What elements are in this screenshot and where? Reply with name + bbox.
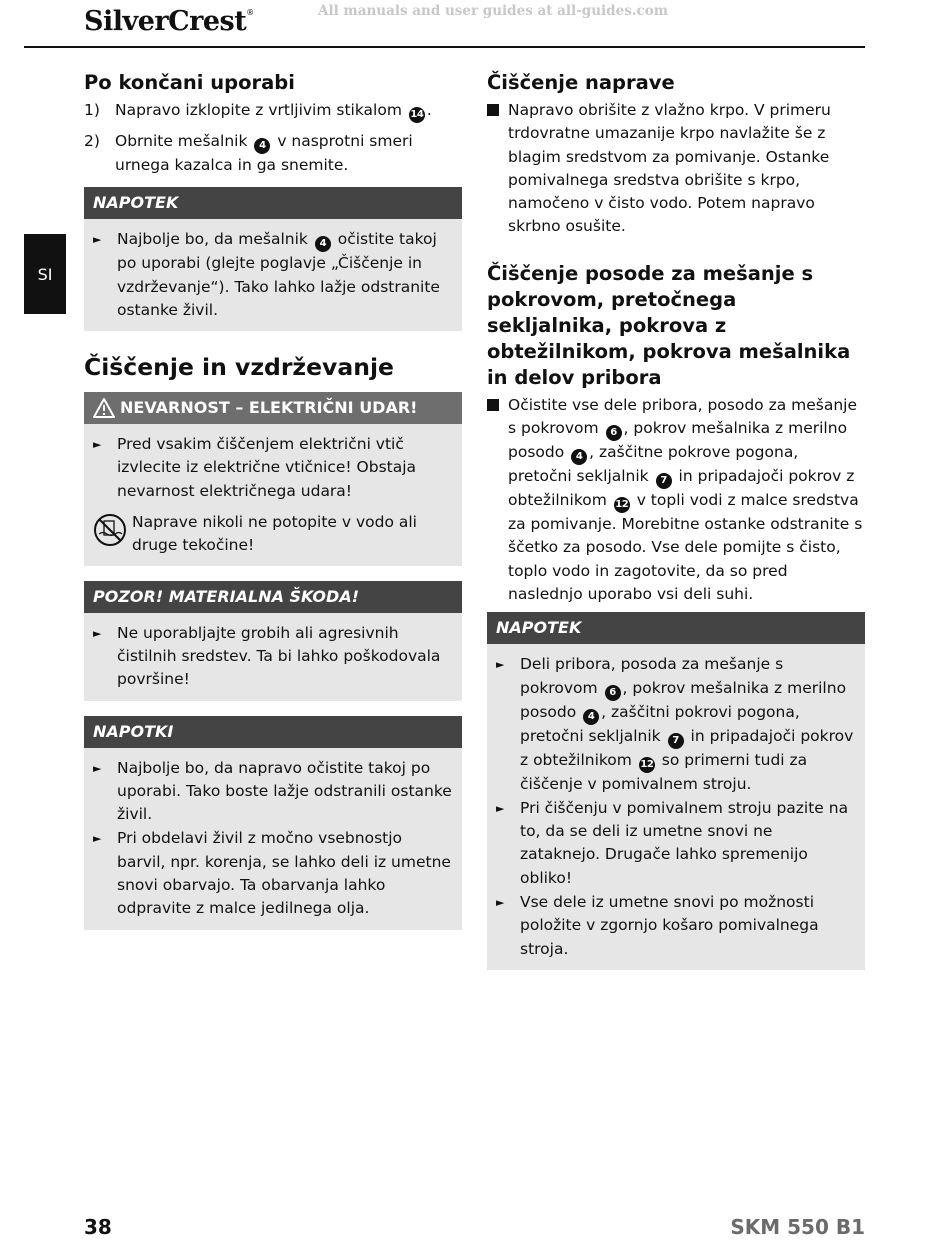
note-item xyxy=(93,228,454,322)
language-tab: SI xyxy=(24,234,66,314)
right-column xyxy=(487,70,865,970)
text-part: Deli pribora, posoda za mešanje s pokrovom xyxy=(520,655,784,697)
caution-box xyxy=(84,581,462,701)
note-item xyxy=(93,827,454,920)
danger-box xyxy=(84,392,462,565)
arrow-bullet-icon: ► xyxy=(93,761,102,775)
step-text-part: . xyxy=(426,101,432,119)
step-item xyxy=(84,99,462,123)
danger-item xyxy=(93,433,454,503)
note-text-part: Najbolje bo, da mešalnik xyxy=(117,230,308,249)
bowl-cleaning-title: Čiščenje posode za mešanje s pokrovom, pretočnega sekljalnika, pokrova z obtežilnikom, pokrova mešalnika in delov pribora xyxy=(487,261,851,389)
arrow-bullet-icon: ► xyxy=(93,438,102,452)
arrow-bullet-icon: ► xyxy=(93,233,102,247)
notes-box xyxy=(84,716,462,930)
brand-name: SilverCrest xyxy=(84,6,247,37)
after-use-steps xyxy=(84,99,462,177)
danger-box-body xyxy=(84,424,462,565)
device-cleaning-item xyxy=(487,99,865,239)
text-part: , zaščitni pokrovi pogona, pretočni sekljalnik xyxy=(520,702,800,745)
part-ref-badge: 4 xyxy=(583,709,599,725)
arrow-bullet-icon: ► xyxy=(496,658,505,672)
text-part: in pripadajoči pokrov z obtežilnikom xyxy=(520,726,854,769)
part-ref-badge: 4 xyxy=(315,236,331,252)
bowl-cleaning-item xyxy=(487,394,865,606)
note-box-body xyxy=(84,219,462,331)
step-text xyxy=(115,130,462,177)
notes-box-title: NAPOTKI xyxy=(84,716,462,748)
danger-box-title xyxy=(84,392,462,424)
note-text xyxy=(117,228,454,322)
text-part: , pokrov mešalnika z merilno posodo xyxy=(508,419,848,462)
text-part: Očistite vse dele pribora, posodo za mešanje s pokrovom xyxy=(508,395,858,438)
caution-text: Ne uporabljajte grobih ali agresivnih čistilnih sredstev. Ta bi lahko poškodovala površine! xyxy=(117,623,441,689)
part-ref-badge: 6 xyxy=(606,425,622,441)
step-item xyxy=(84,130,462,177)
note-item xyxy=(496,653,857,796)
step-text-part: v nasprotni smeri urnega kazalca in ga snemite. xyxy=(115,132,413,174)
header-divider xyxy=(24,46,865,48)
note-box-title: NAPOTEK xyxy=(84,187,462,219)
note-box-body xyxy=(487,644,865,970)
text-part: so primerni tudi za čiščenje v pomivalnem stroju. xyxy=(520,750,808,793)
note-box xyxy=(84,187,462,331)
caution-item xyxy=(93,622,454,692)
note-text xyxy=(520,653,857,796)
no-immersion-item xyxy=(93,511,454,558)
note-text-part: očistite takoj po uporabi (glejte poglavje „Čiščenje in vzdrževanje“). Tako lahko lažje odstranite ostanke živil. xyxy=(117,230,440,319)
part-ref-badge: 4 xyxy=(254,138,270,154)
square-bullet-icon xyxy=(487,394,508,606)
note-text: Vse dele iz umetne snovi po možnosti položite v zgornjo košaro pomivalnega stroja. xyxy=(520,893,819,958)
text-part: in pripadajoči pokrov z obtežilnikom xyxy=(508,467,855,510)
note-item xyxy=(93,757,454,827)
part-ref-badge: 7 xyxy=(656,473,672,489)
note-item xyxy=(496,891,857,961)
note-text: Najbolje bo, da napravo očistite takoj po uporabi. Tako boste lažje odstranili ostanke živil. xyxy=(117,758,452,824)
no-immersion-text: Naprave nikoli ne potopite v vodo ali druge tekočine! xyxy=(132,513,417,555)
danger-text: Pred vsakim čiščenjem električni vtič izvlecite iz električne vtičnice! Obstaja nevarnost električnega udara! xyxy=(117,435,417,500)
warning-triangle-icon xyxy=(93,398,115,418)
danger-title-text: NEVARNOST – ELEKTRIČNI UDAR! xyxy=(120,398,418,418)
step-text-part: Napravo izklopite z vrtljivim stikalom xyxy=(115,101,402,119)
registered-mark: ® xyxy=(246,8,254,17)
bowl-cleaning-text xyxy=(508,394,865,606)
no-immersion-icon xyxy=(93,511,132,558)
after-use-title: Po končani uporabi xyxy=(84,71,295,94)
caution-box-title: POZOR! MATERIALNA ŠKODA! xyxy=(84,581,462,613)
part-ref-badge: 12 xyxy=(614,497,630,513)
step-text xyxy=(115,99,432,123)
notes-box-body xyxy=(84,748,462,930)
device-cleaning-text: Napravo obrišite z vlažno krpo. V primeru trdovratne umazanije krpo navlažite še z blagim sredstvom za pomivanje. Ostanke pomivalnega sredstva obrišite s krpo, namočeno v čisto vodo. Potem napravo skrbno osušite. xyxy=(508,101,831,236)
brand-logo xyxy=(84,6,254,37)
part-ref-badge: 7 xyxy=(668,733,684,749)
arrow-bullet-icon: ► xyxy=(496,896,505,910)
arrow-bullet-icon: ► xyxy=(496,801,505,815)
page-number: 38 xyxy=(84,1215,112,1239)
part-ref-badge: 12 xyxy=(639,757,655,773)
note-text: Pri čiščenju v pomivalnem stroju pazite na to, da se deli iz umetne snovi ne zataknejo. Drugače lahko spremenijo obliko! xyxy=(520,798,849,887)
arrow-bullet-icon: ► xyxy=(93,626,102,640)
step-text-part: Obrnite mešalnik xyxy=(115,132,248,150)
arrow-bullet-icon: ► xyxy=(93,832,102,846)
part-ref-badge: 14 xyxy=(409,107,425,123)
watermark: All manuals and user guides at all-guides.com xyxy=(318,3,669,19)
note-item xyxy=(496,797,857,890)
step-number: 1) xyxy=(84,101,100,119)
part-ref-badge: 6 xyxy=(605,685,621,701)
note-box-title: NAPOTEK xyxy=(487,612,865,644)
left-column xyxy=(84,70,462,930)
text-part: , pokrov mešalnika z merilno posodo xyxy=(520,678,847,721)
note-text: Pri obdelavi živil z močno vsebnostjo barvil, npr. korenja, se lahko deli iz umetne snovi obarvajo. Ta obarvanja lahko odpravite z malce jedilnega olja. xyxy=(117,829,451,918)
note-box xyxy=(487,612,865,970)
cleaning-section-title: Čiščenje in vzdrževanje xyxy=(84,353,394,382)
caution-box-body xyxy=(84,613,462,701)
part-ref-badge: 4 xyxy=(571,449,587,465)
step-number: 2) xyxy=(84,132,100,150)
text-part: v topli vodi z malce sredstva za pomivanje. Morebitne ostanke odstranite s ščetko za posodo. Vse dele pomijte s čisto, toplo vodo in zagotovite, da so pred naslednjo uporabo vsi deli suhi. xyxy=(508,491,863,603)
device-cleaning-title: Čiščenje naprave xyxy=(487,71,675,94)
model-number: SKM 550 B1 xyxy=(730,1215,865,1239)
text-part: , zaščitne pokrove pogona, pretočni sekljalnik xyxy=(508,443,799,486)
square-bullet-icon xyxy=(487,99,508,239)
